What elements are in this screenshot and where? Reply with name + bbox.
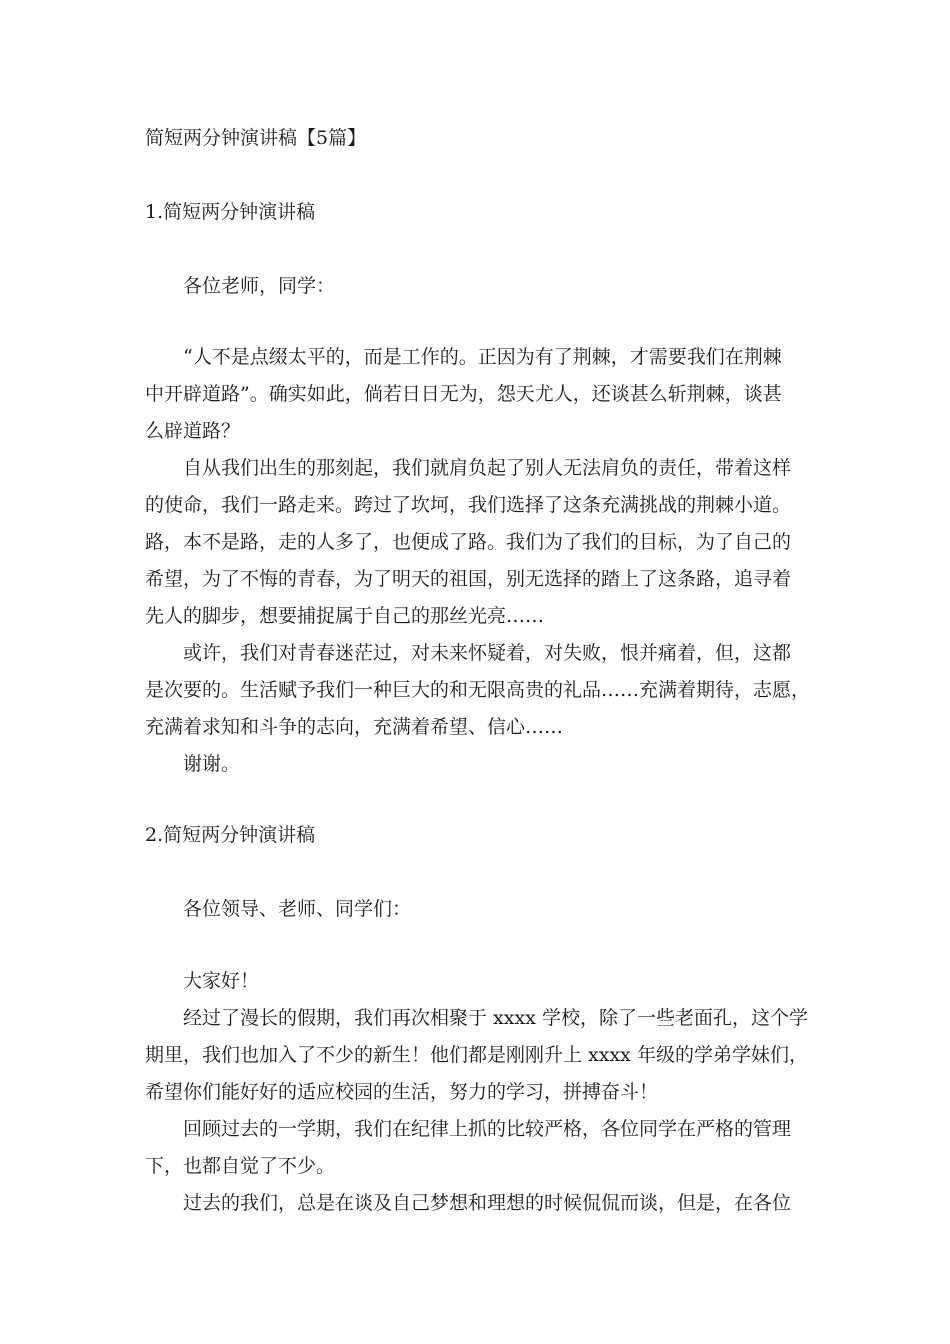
paragraph: 大家好！ (183, 970, 260, 992)
paragraph: 或许，我们对青春迷茫过，对未来怀疑着，对失败，恨并痛着，但，这都 是次要的。生活赋予我们一种巨大的和无限高贵的礼品……充满着期待，志愿， 充满着求知和斗争的志向，充满着希望、信心…… (145, 642, 811, 738)
paragraph: 自从我们出生的那刻起，我们就肩负起了别人无法肩负的责任，带着这样 的使命，我们一路走来。跨过了坎坷，我们选择了这条充满挑战的荆棘小道。 路，本不是路，走的人多了，也便成了路。我们为了我们的目标，为了自己的 希望，为了不悔的青春，为了明天的祖国，别无选择的踏上了这条路，追寻着 先人的脚步，想要捕捉属于自己的那丝光亮…… (145, 457, 792, 627)
paragraph: 经过了漫长的假期，我们再次相聚于 xxxx 学校，除了一些老面孔，这个学 期里，我们也加入了不少的新生！他们都是刚刚升上 xxxx 年级的学弟学妹们， 希望你们能好好的适应校园的生活，努力的学习，拼搏奋斗！ (145, 1007, 808, 1103)
salutation: 各位老师，同学： (183, 275, 336, 297)
paragraph: 回顾过去的一学期，我们在纪律上抓的比较严格，各位同学在严格的管理 下，也都自觉了不少。 (145, 1118, 792, 1177)
section-heading: 2.简短两分钟演讲稿 (145, 824, 316, 846)
document-title: 简短两分钟演讲稿【5篇】 (145, 127, 367, 149)
section-heading: 1.简短两分钟演讲稿 (145, 201, 316, 223)
salutation: 各位领导、老师、同学们： (183, 898, 412, 920)
paragraph: 谢谢。 (183, 753, 241, 775)
paragraph: 过去的我们，总是在谈及自己梦想和理想的时候侃侃而谈，但是，在各位 (183, 1192, 792, 1214)
paragraph: “人不是点缀太平的，而是工作的。正因为有了荆棘，才需要我们在荆棘 中开辟道路”。确实如此，倘若日日无为，怨天尤人，还谈甚么斩荆棘，谈甚 么辟道路？ (145, 346, 782, 442)
